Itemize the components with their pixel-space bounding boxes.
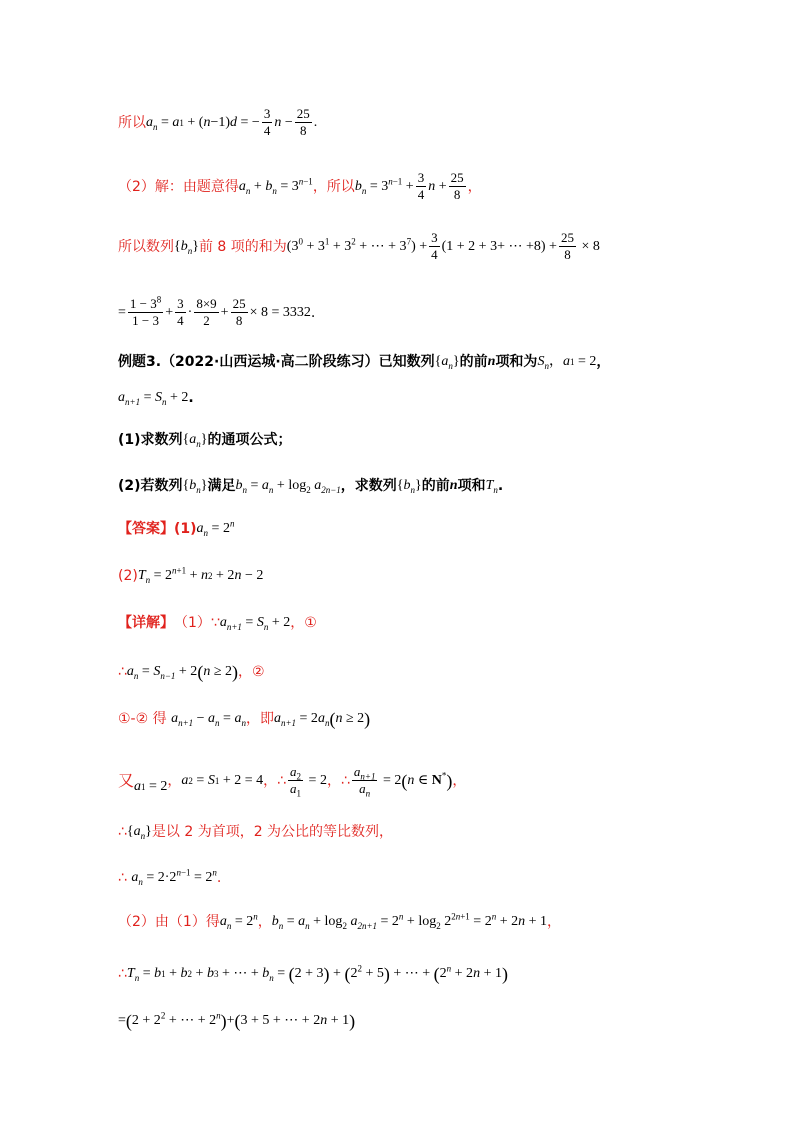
line-3 xyxy=(118,230,600,263)
formula-a1: a 1 = 2 xyxy=(134,778,168,794)
line-15 xyxy=(118,822,393,842)
formula-seq-an-q1: { $a_n$ } xyxy=(182,432,208,449)
detail-1-text: （1）∵ xyxy=(174,615,220,631)
formula-an-closed: $a_n$ = $2\cdot 2^{n-1} = 2^n$ xyxy=(131,867,217,887)
formula-seq-an: { $a_n$ } xyxy=(434,354,460,371)
line-4 xyxy=(118,296,315,329)
line-18 xyxy=(118,964,508,984)
line-10 xyxy=(118,566,263,586)
formula-tn-split: ( $2 + 2^2$ + ⋯ + $2^n$ ) + ( 3 + 5 + ⋯ + 2 n + 1 ) xyxy=(125,1010,356,1031)
therefore-15: ∴ xyxy=(118,824,127,840)
sep-17: ， xyxy=(257,914,272,930)
answer-label: 【答案】 xyxy=(118,521,174,537)
text-period-6: . xyxy=(188,390,194,406)
formula-recursion: $a_{n+1}$ = $S_n$ + 2 xyxy=(118,390,189,407)
text-period-8: . xyxy=(497,478,504,494)
formula-sum-result: = $\frac{1 - 3^8}{1 - 3}$ + $\frac{3}{4}$ · $\frac{8\times 9}{2}$ + $\frac{25}{8}$ × 8 = 3332 xyxy=(118,294,311,328)
text-find-seq: ，求数列 xyxy=(340,478,397,494)
text-also: 又 xyxy=(118,770,135,790)
therefore-18: ∴ xyxy=(118,966,127,982)
line-17 xyxy=(118,912,561,932)
text-comma-5: ， xyxy=(596,354,611,370)
formula-seq-an-15: { $a_n$ } xyxy=(126,824,152,841)
sep-14c: ，∴ xyxy=(326,772,350,789)
text-subtract: ①-② 得 xyxy=(118,711,167,727)
therefore-12: ∴ xyxy=(118,664,127,680)
formula-bn-17: $b_n$ = $a_n$ + $\log_2$ $a_{2n+1}$ = $2^n + \log_2 2^{2n+1} = 2^n + 2$ n + 1 xyxy=(271,911,548,931)
line-19 xyxy=(118,1011,355,1031)
var-n: n xyxy=(487,354,496,369)
text-namely: ，即 xyxy=(245,711,274,727)
formula-an-plus-bn: $a_n$ + $b_n$ = $3^{n-1}$ xyxy=(238,175,313,196)
text-so-2: ，所以 xyxy=(312,178,355,195)
formula-answer-2: $T_n$ = $2^{n+1}$ + n 2 + 2 n − 2 xyxy=(137,565,264,585)
text-sequence: 所以数列 xyxy=(118,238,174,255)
line-16 xyxy=(118,868,221,888)
detail-label: 【详解】 xyxy=(118,615,174,631)
text-equals: = xyxy=(118,1013,126,1028)
mark-1: ，① xyxy=(290,615,317,631)
formula-a2: a 2 = S 1 + 2 = 4 xyxy=(181,772,264,788)
question-1-text: (1)求数列 xyxy=(118,432,183,448)
formula-answer-1: $a_n$ = $2^n$ xyxy=(196,518,235,538)
text-period-16: . xyxy=(216,870,222,886)
text-first-q2: 的前 xyxy=(421,478,450,494)
sep-17-end: ， xyxy=(547,914,562,930)
text-satisfy: 满足 xyxy=(207,478,236,494)
text-first-8-sum: 前 8 项的和为 xyxy=(198,238,287,255)
therefore-16: ∴ xyxy=(118,870,127,886)
text-solution-2: （2）解：由题意得 xyxy=(118,178,239,195)
sep-14a: ， xyxy=(167,772,182,789)
line-14 xyxy=(118,764,466,797)
formula-ratio: $a_{n+1}$ = 2 $a_n$ ( n ≥ 2 ) xyxy=(273,709,371,729)
text-first: 的前 xyxy=(459,354,488,370)
formula-bn: $b_n$ = $3^{n-1}$ + $\frac{3}{4}$ n + $\frac{25}{8}$ xyxy=(354,170,464,202)
question-2-text: (2)若数列 xyxy=(118,478,183,494)
line-9 xyxy=(118,519,234,539)
formula-tn-sum: $T_n$ = b 1 + b 2 + b 3 + ⋯ + $b_n$ = ( 2 + 3 ) + ( $2^2 + 5$ ) + ⋯ + ( $2^n + 2$ n + 1 ) xyxy=(126,963,508,984)
line-12 xyxy=(118,662,265,682)
example-3-label: 例题3. xyxy=(118,354,162,370)
example-3-source: （2022·山西运城·高二阶段练习）已知数列 xyxy=(161,354,435,370)
formula-seq-bn: { $b_n$ } xyxy=(174,238,199,256)
line-2 xyxy=(118,170,482,203)
line-7 xyxy=(118,430,292,450)
text-from-1: （2）由（1）得 xyxy=(118,914,220,930)
sep-14d: ， xyxy=(452,772,467,789)
formula-an-general: $a_n$ = a 1 + ( n −1) d = − $\frac{3}{4}$ n − $\frac{25}{8}$ . xyxy=(146,106,318,138)
line-5 xyxy=(118,352,610,372)
line-6 xyxy=(118,388,194,408)
formula-an-17: $a_n$ = $2^n$ xyxy=(219,911,258,931)
text-sum-is: 项和为 xyxy=(495,354,538,370)
formula-an-sn-1: $a_n$ = $S_{n-1}$ + 2 ( n ≥ 2 ) xyxy=(126,662,238,682)
text-geometric: 是以 2 为首项，2 为公比的等比数列， xyxy=(151,824,394,840)
var-tn: $T_n$ xyxy=(485,478,498,495)
line-1 xyxy=(118,106,317,139)
sep-14b: ，∴ xyxy=(263,772,287,789)
answer-2-label: (2) xyxy=(118,568,138,584)
text-sum-q2: 项和 xyxy=(457,478,486,494)
formula-bn-def: $b_n$ = $a_n$ + $\log_2$ $a_{2n-1}$ xyxy=(235,478,341,495)
line-8 xyxy=(118,476,503,496)
formula-sum-8: ($3^0 + 3^1 + 3^2$ + ⋯ + $3^7$) + $\frac{3}{4}$ (1 + 2 + 3+ ⋯ +8) + $\frac{25}{8}$ × 8 xyxy=(286,230,600,262)
text-period: . xyxy=(310,304,316,321)
text-comma: ， xyxy=(467,178,482,195)
formula-seq-bn-q2b: { $b_n$ } xyxy=(396,478,422,495)
formula-ratio-general: $\frac{a_{n+1}}{a_n}$ = 2 ( n ∈ N* ) xyxy=(353,764,453,799)
formula-seq-bn-q2: { $b_n$ } xyxy=(182,478,208,495)
question-1-tail: 的通项公式； xyxy=(207,432,292,448)
mark-2: ，② xyxy=(238,664,265,680)
text-so: 所以 xyxy=(118,114,146,131)
formula-diff: $a_{n+1}$ − $a_n$ = $a_n$ xyxy=(171,711,246,728)
formula-a2-over-a1: $\frac{a_2}{a_1}$ = 2 xyxy=(290,764,327,799)
var-n-q2: n xyxy=(449,478,458,493)
formula-detail-recursion: $a_{n+1}$ = $S_n$ + 2 xyxy=(219,615,291,632)
answer-1-label: (1) xyxy=(174,521,197,537)
line-13 xyxy=(118,709,370,729)
line-11 xyxy=(118,613,317,633)
formula-sn: $S_n$ ， a 1 = 2 xyxy=(537,354,597,371)
